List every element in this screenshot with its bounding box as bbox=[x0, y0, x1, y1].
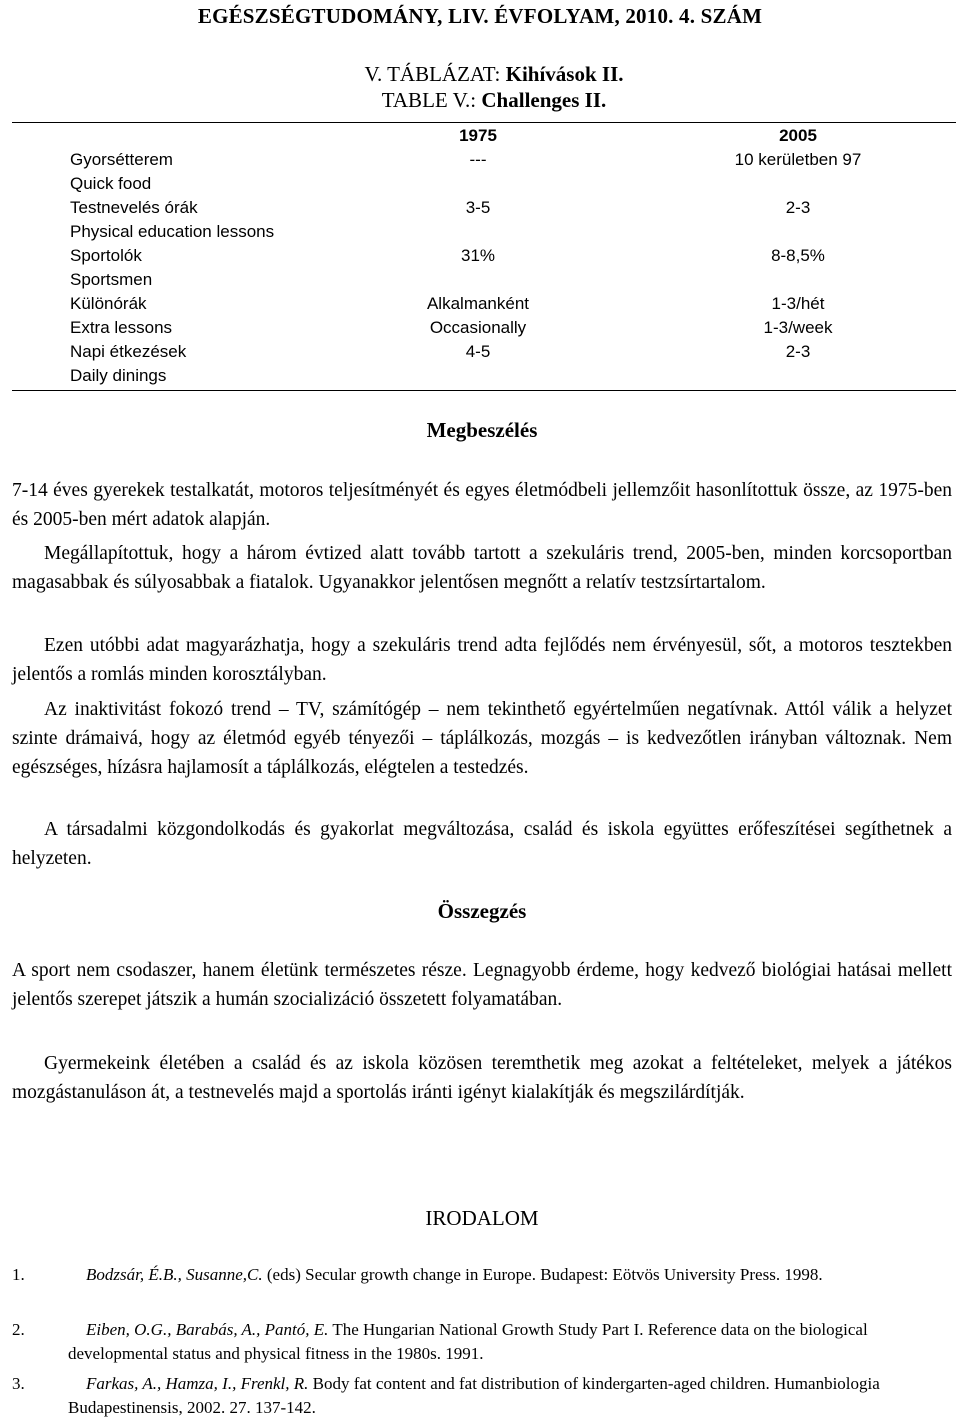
journal-header: EGÉSZSÉGTUDOMÁNY, LIV. ÉVFOLYAM, 2010. 4. SZÁM bbox=[197, 4, 763, 28]
table-title-en-bold: Challenges II. bbox=[481, 88, 607, 112]
reference-item bbox=[12, 1318, 956, 1366]
row-label: Daily dinings bbox=[70, 366, 167, 385]
row-label: Napi étkezések bbox=[70, 342, 187, 361]
reference-number: 3. bbox=[12, 1374, 25, 1393]
column-header-2005: 2005 bbox=[779, 126, 817, 145]
reference-text: Body fat content and fat distribution of kindergarten-aged children. Humanbiologia Budapestinensis, 2002. 27. 137-142. bbox=[68, 1374, 880, 1417]
table-header-row bbox=[70, 126, 950, 150]
cell-2005: 2-3 bbox=[785, 342, 811, 361]
reference-body bbox=[68, 1318, 956, 1366]
table-bottom-rule bbox=[12, 390, 956, 391]
table-title-en-prefix: TABLE V.: bbox=[381, 88, 482, 112]
reference-authors: Farkas, A., Hamza, I., Frenkl, R. bbox=[86, 1374, 309, 1393]
table-row bbox=[70, 222, 950, 246]
row-label: Sportolók bbox=[70, 246, 142, 265]
discussion-paragraph: A társadalmi közgondolkodás és gyakorlat megváltozása, család és iskola együttes erőfeszítései segíthetnek a helyzeten. bbox=[12, 819, 952, 869]
cell-1975: Occasionally bbox=[429, 318, 527, 337]
row-label: Physical education lessons bbox=[70, 222, 275, 241]
table-row bbox=[70, 342, 950, 366]
reference-text: (eds) Secular growth change in Europe. Budapest: Eötvös University Press. 1998. bbox=[262, 1265, 823, 1284]
row-label: Különórák bbox=[70, 294, 147, 313]
table-title-hu-bold: Kihívások II. bbox=[505, 62, 624, 86]
table-title-en bbox=[0, 88, 960, 113]
cell-2005: 10 kerületben 97 bbox=[734, 150, 862, 169]
cell-2005: 1-3/hét bbox=[771, 294, 825, 313]
table-row bbox=[70, 366, 950, 390]
column-header-1975: 1975 bbox=[459, 126, 497, 145]
table-row bbox=[70, 174, 950, 198]
discussion-paragraph: Az inaktivitást fokozó trend – TV, számítógép – nem tekinthető egyértelműen negatívnak. Attól válik a helyzet szinte drámaivá, hogy az életmód egyéb tényezői – táplálkozás, mozgás – is kedvezőtlen irányban változnak. Nem egészséges, hízásra hajlamosít a táplálkozás, elégtelen a testedzés. bbox=[12, 699, 952, 778]
cell-2005: 8-8,5% bbox=[771, 246, 825, 265]
cell-2005: 2-3 bbox=[785, 198, 811, 217]
table-row bbox=[70, 150, 950, 174]
reference-body bbox=[68, 1263, 956, 1287]
reference-number: 1. bbox=[12, 1265, 25, 1284]
summary-paragraph: Gyermekeink életében a család és az iskola közösen teremthetik meg azokat a feltételeket, melyek a játékos mozgástanuláson át, a testnevelés majd a sportolás iránti igényt kialakítják és megszilárdítják. bbox=[12, 1053, 952, 1103]
discussion-paragraph: 7-14 éves gyerekek testalkatát, motoros teljesítményét és egyes életmódbeli jellemzőit hasonlítottuk össze, az 1975-ben és 2005-ben mért adatok alapján. bbox=[12, 480, 952, 530]
reference-item bbox=[12, 1263, 956, 1287]
references-heading: IRODALOM bbox=[425, 1206, 539, 1230]
reference-body bbox=[68, 1372, 956, 1420]
summary-heading: Összegzés bbox=[437, 899, 527, 923]
table-row bbox=[70, 270, 950, 294]
table-title-hu-prefix: V. TÁBLÁZAT: bbox=[364, 62, 506, 86]
row-label: Gyorsétterem bbox=[70, 150, 173, 169]
cell-1975: Alkalmanként bbox=[426, 294, 530, 313]
reference-item bbox=[12, 1372, 956, 1420]
table-row bbox=[70, 246, 950, 270]
row-label: Sportsmen bbox=[70, 270, 153, 289]
reference-number: 2. bbox=[12, 1320, 25, 1339]
discussion-paragraph: Megállapítottuk, hogy a három évtized alatt tovább tartott a szekuláris trend, 2005-ben, minden korcsoportban magasabbak és súlyosabbak a fiatalok. Ugyanakkor jelentősen megnőtt a relatív testzsírtartalom. bbox=[12, 543, 952, 593]
reference-authors: Eiben, O.G., Barabás, A., Pantó, E. bbox=[86, 1320, 329, 1339]
cell-1975: 3-5 bbox=[465, 198, 491, 217]
table-title-hu bbox=[0, 62, 960, 87]
table-row bbox=[70, 318, 950, 342]
cell-1975: 4-5 bbox=[465, 342, 491, 361]
row-label: Extra lessons bbox=[70, 318, 173, 337]
table-row bbox=[70, 294, 950, 318]
discussion-heading: Megbeszélés bbox=[426, 418, 538, 442]
table-top-rule bbox=[12, 122, 956, 123]
reference-authors: Bodzsár, É.B., Susanne,C. bbox=[86, 1265, 263, 1284]
reference-text: The Hungarian National Growth Study Part I. Reference data on the biological developmental status and physical fitness in the 1980s. 1991. bbox=[68, 1320, 868, 1363]
row-label: Testnevelés órák bbox=[70, 198, 198, 217]
cell-1975: --- bbox=[469, 150, 487, 169]
cell-1975: 31% bbox=[460, 246, 496, 265]
discussion-paragraph: Ezen utóbbi adat magyarázhatja, hogy a szekuláris trend adta fejlődés nem érvényesül, sőt, a motoros tesztekben jelentős a romlás minden korosztályban. bbox=[12, 635, 952, 685]
row-label: Quick food bbox=[70, 174, 152, 193]
summary-paragraph: A sport nem csodaszer, hanem életünk természetes része. Legnagyobb érdeme, hogy kedvező biológiai hatásai mellett jelentős szerepet játszik a humán szocializáció összetett folyamatában. bbox=[12, 960, 952, 1010]
cell-2005: 1-3/week bbox=[763, 318, 833, 337]
table-row bbox=[70, 198, 950, 222]
